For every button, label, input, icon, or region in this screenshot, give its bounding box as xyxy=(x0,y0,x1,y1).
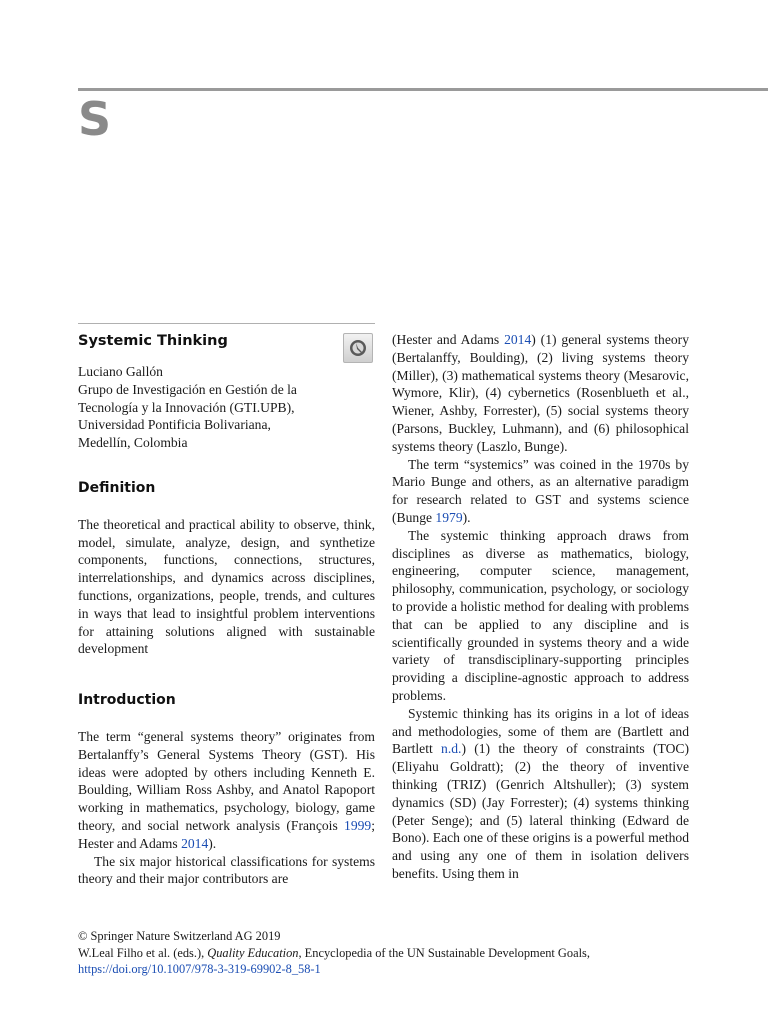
definition-heading: Definition xyxy=(78,479,156,496)
footer xyxy=(78,928,718,978)
citation: W.Leal Filho et al. (eds.), Quality Education, Encyclopedia of the UN Sustainable Development Goals, xyxy=(78,945,590,960)
section-letter: S xyxy=(78,92,112,146)
article-title: Systemic Thinking xyxy=(78,333,228,349)
title-row xyxy=(78,333,375,363)
left-column xyxy=(78,323,375,888)
citation-link[interactable]: 2014 xyxy=(504,332,532,347)
introduction-paragraph-1: The term “general systems theory” originates from Bertalanffy’s General Systems Theory (GST). His ideas were adopted by others including Kenneth E. Boulding, William Ross Ashby, and Anatol Rapoport working in mathematics, psychology, biology, game theory, and social network analysis (François 1999; Hester and Adams 2014). xyxy=(78,728,375,851)
title-rule xyxy=(78,323,375,324)
definition-text: The theoretical and practical ability to observe, think, model, simulate, analyze, design, and synthetize components, functions, connections, structures, interrelationships, and dynamics across disciplines, functions, organizations, people, trends, and cultures in ways that lead to insightful problem interventions for attaining solutions aligned with sustainable development xyxy=(78,516,375,657)
affiliation-line: Grupo de Investigación en Gestión de la xyxy=(78,381,297,397)
author-name: Luciano Gallón xyxy=(78,364,163,379)
citation-link[interactable]: 1979 xyxy=(435,509,463,525)
top-rule xyxy=(78,88,768,91)
crossmark-icon[interactable] xyxy=(343,333,373,363)
approach-paragraph: The systemic thinking approach draws from disciplines as diverse as mathematics, biology, engineering, computer science, management, philosophy, communication, psychology, or sociology to provide a holistic method for dealing with problems that can be applied to any discipline and is scientifically grounded in systems theory and a wide variety of transdisciplinary-supporting principles providing a discipline-agnostic approach to address problems. xyxy=(392,527,689,703)
introduction-paragraph-2: The six major historical classifications for systems theory and their major contributors are xyxy=(78,853,375,887)
doi-link[interactable]: https://doi.org/10.1007/978-3-319-69902-8_58-1 xyxy=(78,962,321,976)
copyright: © Springer Nature Switzerland AG 2019 xyxy=(78,929,281,943)
introduction-heading: Introduction xyxy=(78,692,176,709)
citation-link[interactable]: n.d. xyxy=(441,741,462,757)
affiliation-line: Medellín, Colombia xyxy=(78,435,188,451)
affiliation-line: Tecnología y la Innovación (GTI.UPB), xyxy=(78,399,295,415)
book-title: Quality Education xyxy=(207,945,299,960)
affiliation-line: Universidad Pontificia Bolivariana, xyxy=(78,417,271,433)
systemics-paragraph: The term “systemics” was coined in the 1970s by Mario Bunge and others, as an alternative paradigm for research related to GST and systems science (Bunge 1979). xyxy=(392,456,689,525)
right-column xyxy=(392,331,689,883)
origins-paragraph: Systemic thinking has its origins in a lot of ideas and methodologies, some of them are (Bartlett and Bartlett n.d.) (1) the theory of constraints (TOC) (Eliyahu Goldratt); (2) the theory of inventive thinking (TRIZ) (Genrich Altshuller); (3) system dynamics (SD) (Jay Forrester); (4) systems thinking (Peter Senge); and (5) lateral thinking (Edward de Bono). Each one of these origins is a powerful method and using any one of them in isolation delivers benefits. Using them in xyxy=(392,705,689,881)
citation-link[interactable]: 1999 xyxy=(344,817,372,833)
classifications-paragraph: (Hester and Adams 2014) (1) general systems theory (Bertalanffy, Boulding), (2) living systems theory (Miller), (3) mathematical systems theory (Mesarovic, Wymore, Klir), (4) cybernetics (Rosenblueth et al., Wiener, Ashby, Forrester), (5) social systems theory (Parsons, Buckley, Luhmann), and (6) philosophical systems theory (Laszlo, Bunge). xyxy=(392,332,689,454)
citation-link[interactable]: 2014 xyxy=(181,835,209,851)
author-block xyxy=(78,363,375,452)
